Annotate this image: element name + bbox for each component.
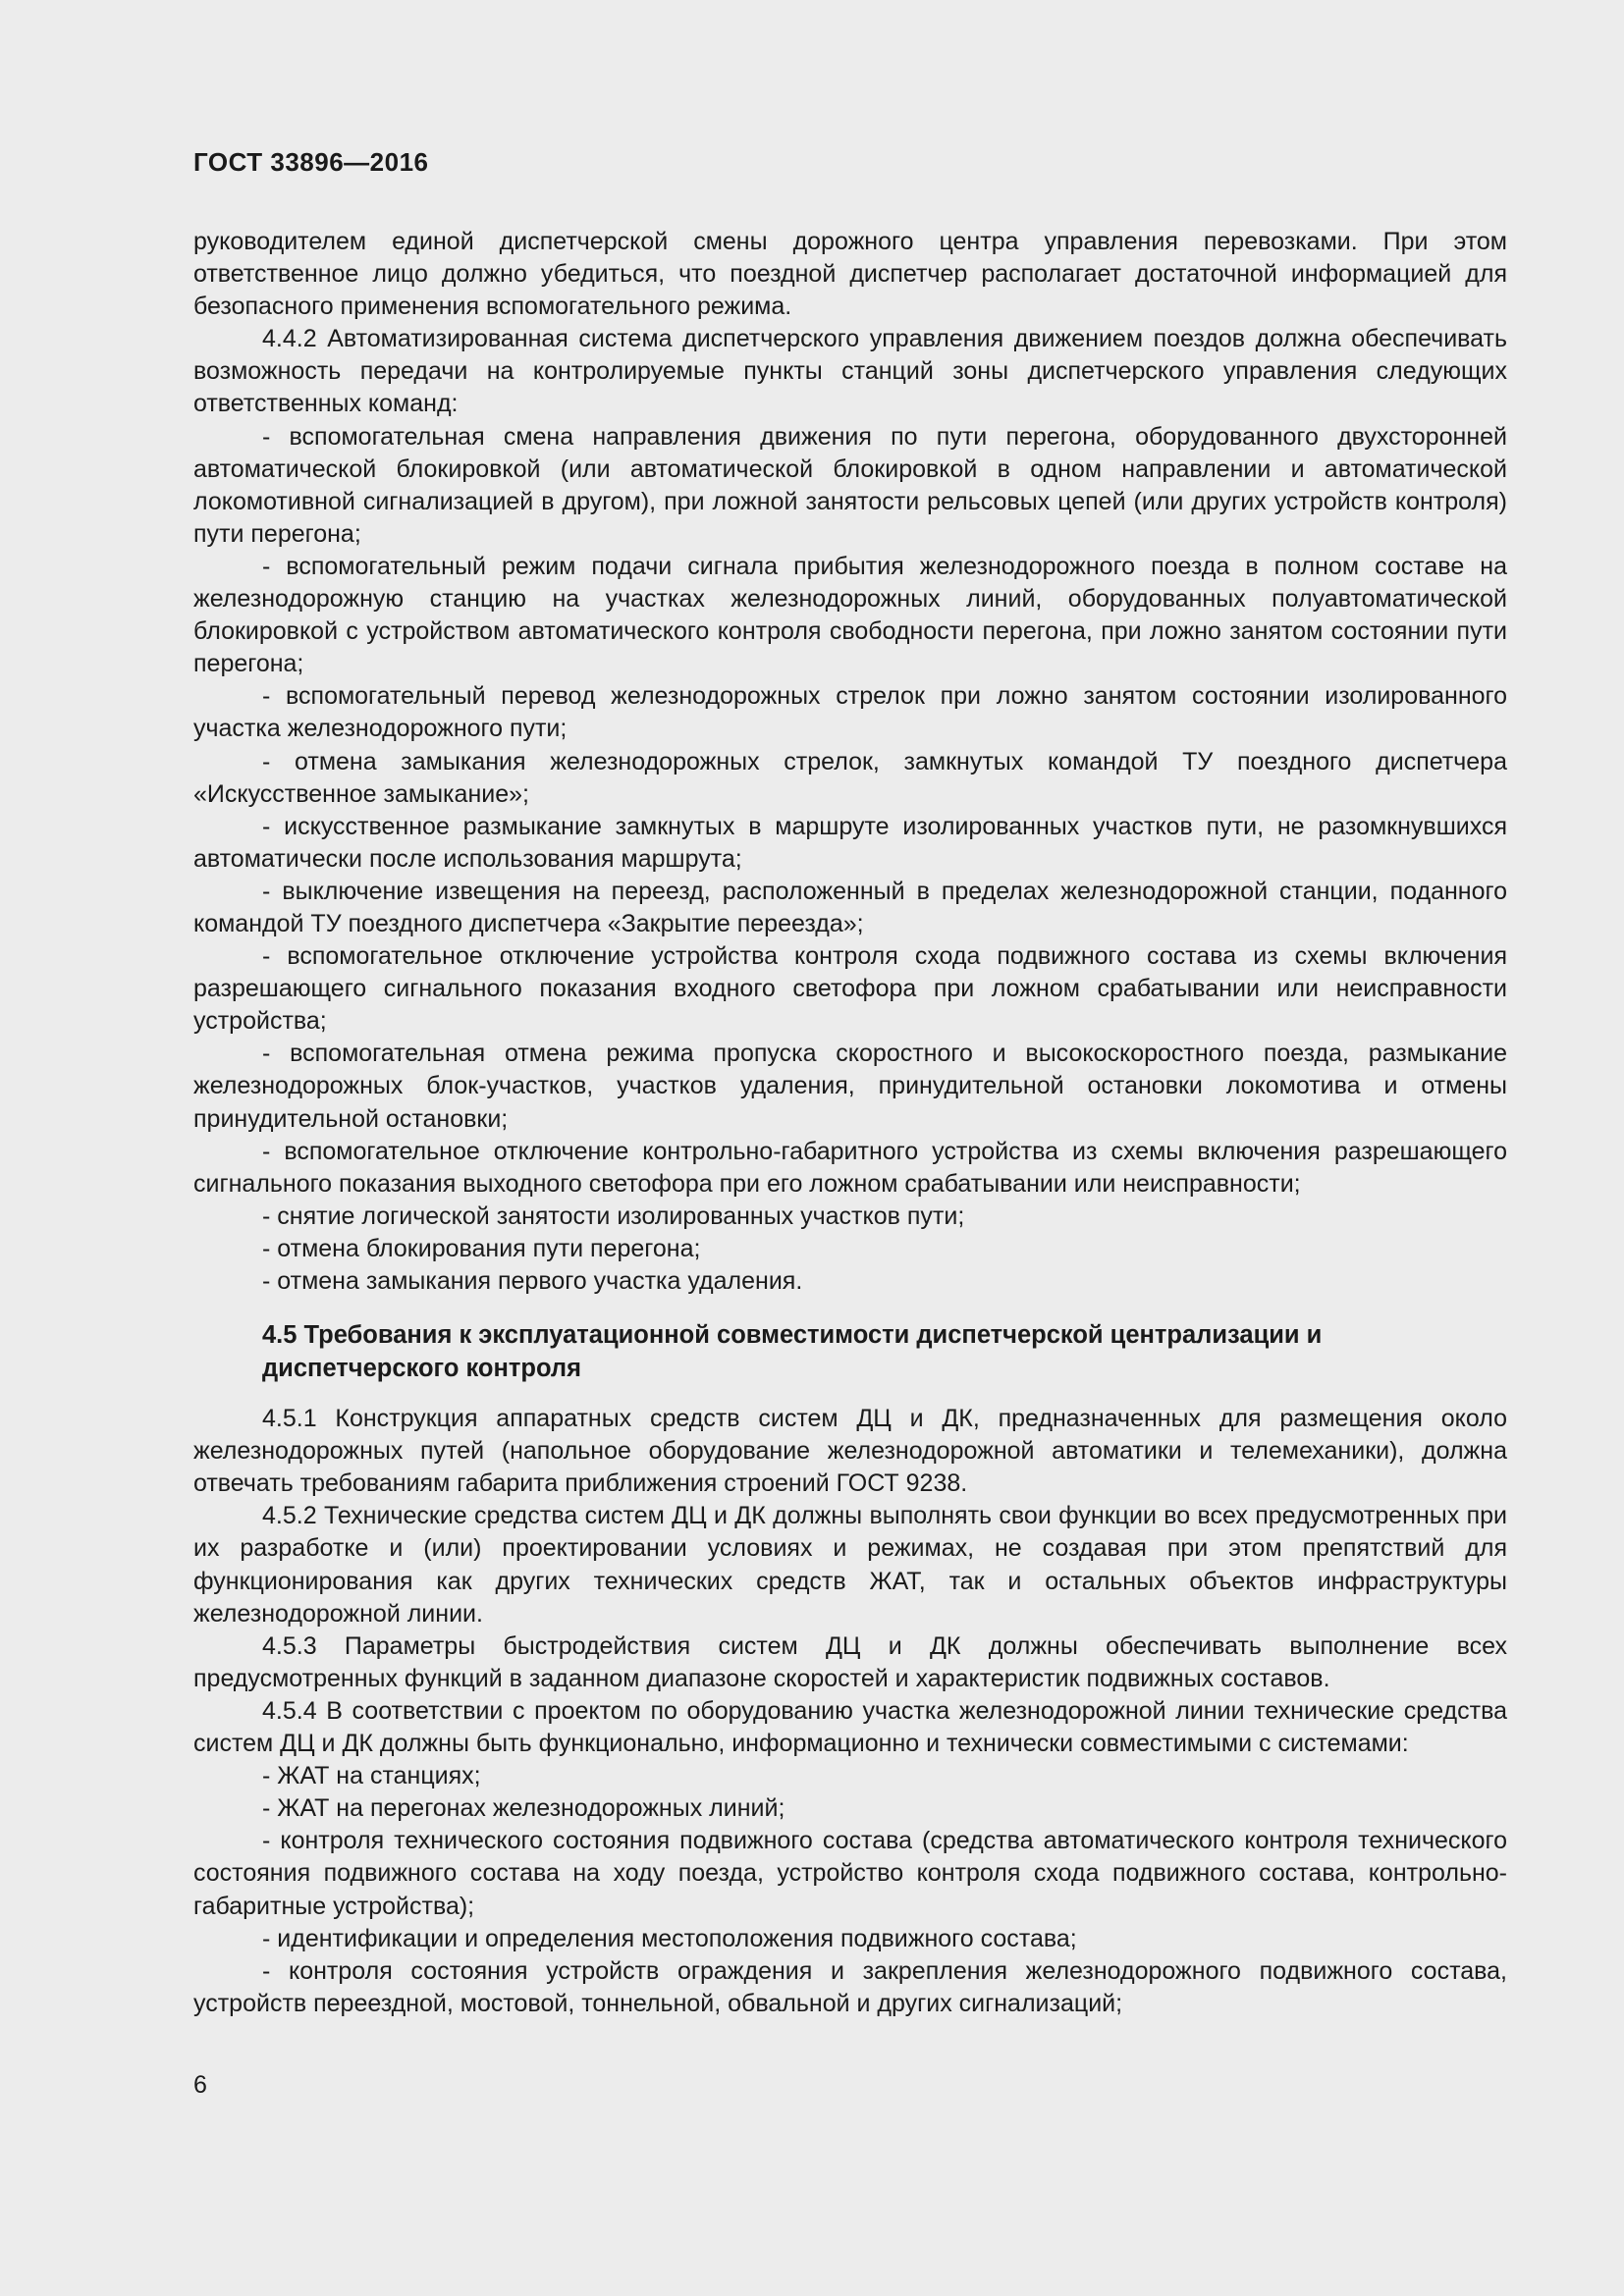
section-heading: 4.5 Требования к эксплуатационной совместимости диспетчерской централизации и диспетчерского контроля xyxy=(262,1321,1323,1382)
list-item: - идентификации и определения местоположения подвижного состава; xyxy=(262,1924,1077,1952)
list-item: - искусственное размыкание замкнутых в маршруте изолированных участков пути, не разомкнувшихся автоматически после использования маршрута; xyxy=(193,812,1507,873)
list-item: - контроля состояния устройств ограждения и закрепления железнодорожного подвижного состава, устройств переездной, мостовой, тоннельной, обвальной и других сигнализаций; xyxy=(193,1956,1507,2017)
list-item: - вспомогательный режим подачи сигнала прибытия железнодорожного поезда в полном составе на железнодорожную станцию на участках железнодорожных линий, оборудованных полуавтоматической блокировкой с устройством автоматического контроля свободности перегона, при ложно занятом состоянии пути перегона; xyxy=(193,552,1507,678)
page-number: 6 xyxy=(193,2071,207,2099)
paragraph: 4.5.4 В соответствии с проектом по оборудованию участка железнодорожной линии технические средства систем ДЦ и ДК должны быть функционально, информационно и технически совместимыми с системами: xyxy=(193,1696,1507,1758)
list-item: - вспомогательная отмена режима пропуска скоростного и высокоскоростного поезда, размыкание железнодорожных блок-участков, участков удаления, принудительной остановки локомотива и отмены принудительной остановки; xyxy=(193,1040,1507,1133)
list-item: - отмена блокирования пути перегона; xyxy=(262,1234,701,1262)
paragraph: 4.5.1 Конструкция аппаратных средств систем ДЦ и ДК, предназначенных для размещения около железнодорожных путей (напольное оборудование железнодорожной автоматики и телемеханики), должна отвечать требованиям габарита приближения строений ГОСТ 9238. xyxy=(193,1405,1507,1498)
document-body xyxy=(193,226,1507,2020)
list-item: - контроля технического состояния подвижного состава (средства автоматического контроля технического состояния подвижного состава на ходу поезда, устройство контроля схода подвижного состава, контрольно-габаритные устройства); xyxy=(193,1827,1507,1920)
paragraph: 4.5.3 Параметры быстродействия систем ДЦ и ДК должны обеспечивать выполнение всех предусмотренных функций в заданном диапазоне скоростей и характеристик подвижных составов. xyxy=(193,1631,1507,1692)
document-header: ГОСТ 33896—2016 xyxy=(193,147,429,177)
paragraph: 4.5.2 Технические средства систем ДЦ и ДК должны выполнять свои функции во всех предусмотренных при их разработке и (или) проектировании условиях и режимах, не создавая при этом препятствий для функционирования как других технических средств ЖАТ, так и остальных объектов инфраструктуры железнодорожной линии. xyxy=(193,1502,1507,1628)
list-item: - вспомогательное отключение устройства контроля схода подвижного состава из схемы включения разрешающего сигнального показания входного светофора при ложном срабатывании или неисправности устройства; xyxy=(193,942,1507,1036)
list-item: - ЖАТ на перегонах железнодорожных линий; xyxy=(262,1794,785,1823)
list-item: - отмена замыкания железнодорожных стрелок, замкнутых командой ТУ поездного диспетчера «Искусственное замыкание»; xyxy=(193,747,1507,808)
list-item: - отмена замыкания первого участка удаления. xyxy=(262,1267,803,1295)
list-item: - вспомогательное отключение контрольно-габаритного устройства из схемы включения разрешающего сигнального показания выходного светофора при его ложном срабатывании или неисправности; xyxy=(193,1137,1507,1198)
paragraph: руководителем единой диспетчерской смены дорожного центра управления перевозками. При этом ответственное лицо должно убедиться, что поездной диспетчер располагает достаточной информацией для безопасного применения вспомогательного режима. xyxy=(193,228,1507,321)
list-item: - снятие логической занятости изолированных участков пути; xyxy=(262,1201,965,1230)
list-item: - вспомогательный перевод железнодорожных стрелок при ложно занятом состоянии изолированного участка железнодорожного пути; xyxy=(193,682,1507,743)
list-item: - выключение извещения на переезд, расположенный в пределах железнодорожной станции, поданного командой ТУ поездного диспетчера «Закрытие переезда»; xyxy=(193,877,1507,937)
paragraph: 4.4.2 Автоматизированная система диспетчерского управления движением поездов должна обеспечивать возможность передачи на контролируемые пункты станций зоны диспетчерского управления следующих ответственных команд: xyxy=(193,325,1507,418)
list-item: - вспомогательная смена направления движения по пути перегона, оборудованного двухсторонней автоматической блокировкой (или автоматической блокировкой в одном направлении и автоматической локомотивной сигнализацией в другом), при ложной занятости рельсовых цепей (или других устройств контроля) пути перегона; xyxy=(193,422,1507,548)
list-item: - ЖАТ на станциях; xyxy=(262,1762,481,1790)
